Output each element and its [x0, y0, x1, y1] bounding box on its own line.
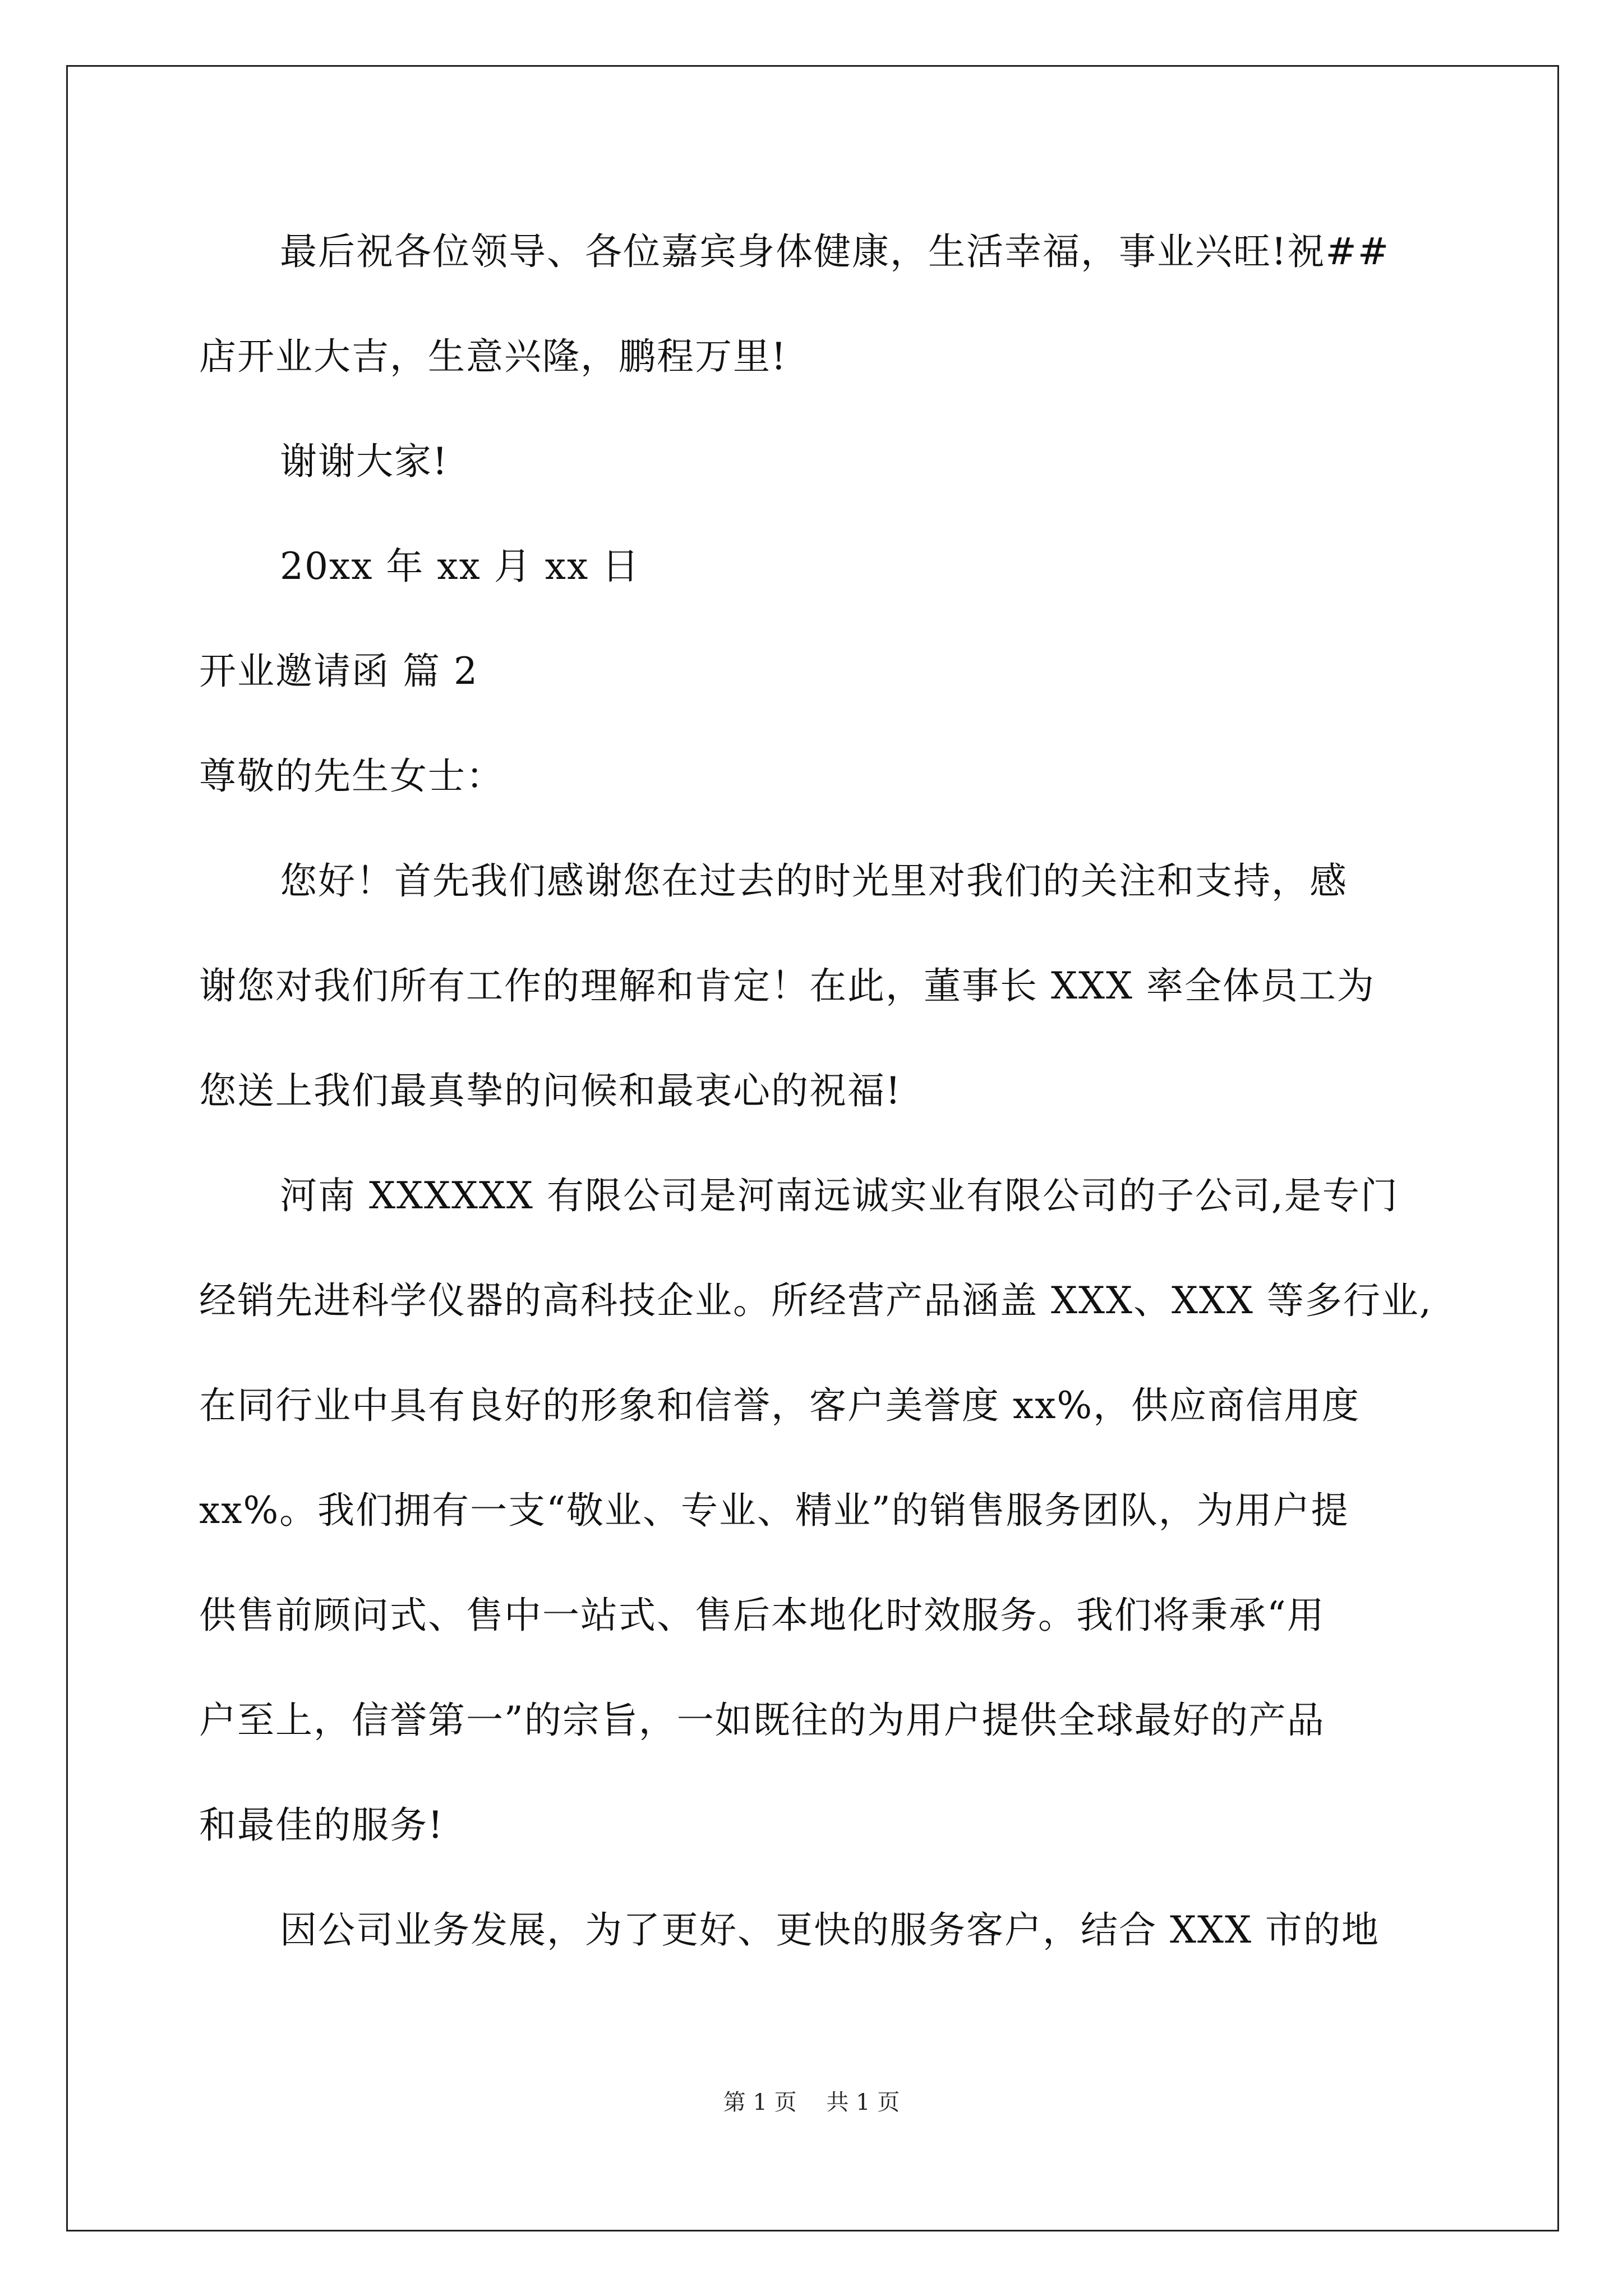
- document-body: [199, 199, 1433, 1982]
- paragraph-1-line-2: 谢您对我们所有工作的理解和肯定！在此，董事长 XXX 率全体员工为: [199, 964, 1375, 1007]
- paragraph-2-line-2: 经销先进科学仪器的高科技企业。所经营产品涵盖 XXX、XXX 等多行业,: [199, 1279, 1432, 1322]
- paragraph-2-line-3: 在同行业中具有良好的形象和信誉，客户美誉度 xx%，供应商信用度: [199, 1384, 1361, 1427]
- paragraph-1-line-1: 您好！首先我们感谢您在过去的时光里对我们的关注和支持，感: [280, 859, 1348, 903]
- salutation: 尊敬的先生女士：: [199, 754, 504, 798]
- paragraph-2-line-4: xx%。我们拥有一支“敬业、专业、精业”的销售服务团队，为用户提: [199, 1489, 1349, 1532]
- section-title: 开业邀请函 篇 2: [199, 650, 478, 693]
- closing-wish-line-2: 店开业大吉，生意兴隆，鹏程万里!: [199, 335, 787, 378]
- thanks-line: 谢谢大家!: [280, 440, 449, 483]
- date-line: 20xx 年 xx 月 xx 日: [280, 545, 640, 588]
- paragraph-2-line-6: 户至上，信誉第一”的宗旨，一如既往的为用户提供全球最好的产品: [199, 1699, 1325, 1742]
- paragraph-2-line-7: 和最佳的服务!: [199, 1803, 444, 1847]
- paragraph-2-line-5: 供售前顾问式、售中一站式、售后本地化时效服务。我们将秉承“用: [199, 1594, 1325, 1637]
- paragraph-2-line-1: 河南 XXXXXX 有限公司是河南远诚实业有限公司的子公司,是专门: [280, 1174, 1399, 1217]
- paragraph-1-line-3: 您送上我们最真挚的问候和最衷心的祝福!: [199, 1069, 902, 1112]
- page-footer: [0, 2086, 1623, 2119]
- page-number-current: 第 1 页: [723, 2090, 797, 2115]
- page-number-total: 共 1 页: [826, 2090, 900, 2115]
- paragraph-3-line-1: 因公司业务发展，为了更好、更快的服务客户，结合 XXX 市的地: [280, 1908, 1380, 1952]
- closing-wish-line-1: 最后祝各位领导、各位嘉宾身体健康，生活幸福，事业兴旺!祝##: [280, 230, 1390, 273]
